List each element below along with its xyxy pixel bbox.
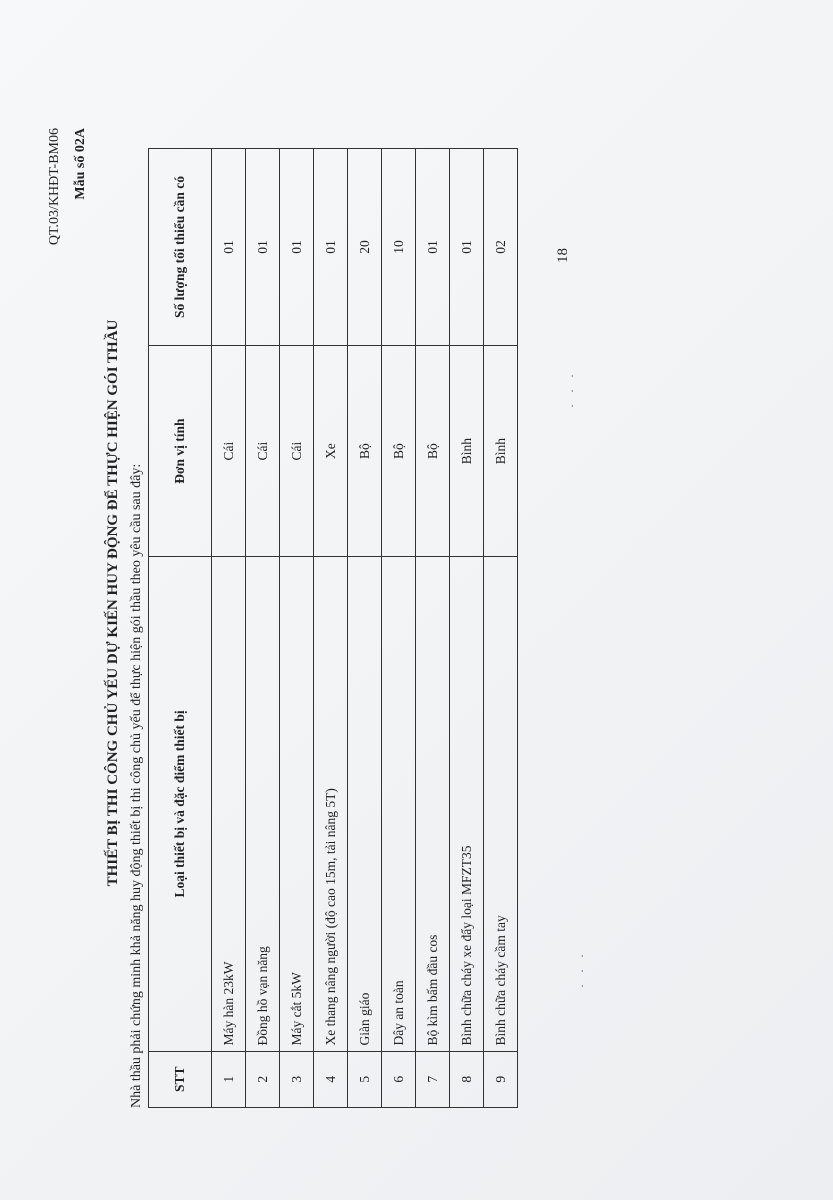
- cell-unit: Cái: [246, 345, 280, 556]
- cell-unit: Bình: [484, 345, 518, 556]
- cell-stt: 3: [280, 1051, 314, 1107]
- cell-qty: 01: [450, 149, 484, 346]
- table-row: [280, 149, 314, 1108]
- page-number: 18: [555, 248, 571, 263]
- cell-name: Bình chữa cháy cầm tay: [484, 557, 518, 1051]
- cell-qty: 01: [212, 149, 246, 346]
- cell-name: Đồng hồ vạn năng: [246, 557, 280, 1051]
- document-subtitle: Nhà thầu phải chứng minh khả năng huy động thiết bị thi công chủ yếu để thực hiện gói thầu theo yêu cầu sau đây:: [129, 463, 144, 1108]
- cell-name: Máy hàn 23kW: [212, 557, 246, 1051]
- table-row: [450, 149, 484, 1108]
- table-row: [212, 149, 246, 1108]
- cell-unit: Bình: [450, 345, 484, 556]
- document-title: THIẾT BỊ THI CÔNG CHỦ YẾU DỰ KIẾN HUY ĐỘNG ĐỂ THỰC HIỆN GÓI THẦU: [105, 319, 121, 887]
- table-row: [348, 149, 382, 1108]
- cell-unit: Xe: [314, 345, 348, 556]
- cell-stt: 1: [212, 1051, 246, 1107]
- cell-name: Bình chữa cháy xe đẩy loại MFZT35: [450, 557, 484, 1051]
- cell-stt: 4: [314, 1051, 348, 1107]
- cell-unit: Bộ: [416, 345, 450, 556]
- cell-name: Máy cắt 5kW: [280, 557, 314, 1051]
- header-unit: Đơn vị tính: [149, 345, 212, 556]
- table-row: [416, 149, 450, 1108]
- cell-qty: 01: [280, 149, 314, 346]
- cell-qty: 20: [348, 149, 382, 346]
- form-number: Mẫu số 02A: [73, 128, 88, 200]
- cell-unit: Cái: [212, 345, 246, 556]
- table-row: [246, 149, 280, 1108]
- cell-name: Xe thang nâng người (độ cao 15m, tải nâng 5T): [314, 557, 348, 1051]
- cell-stt: 7: [416, 1051, 450, 1107]
- scan-speck-marks: · · ·: [575, 950, 589, 988]
- cell-qty: 01: [416, 149, 450, 346]
- equipment-table: [148, 148, 518, 1108]
- table-header-row: [149, 149, 212, 1108]
- form-code: QT.03/KHĐT-BM06: [47, 128, 62, 246]
- header-stt: STT: [149, 1051, 212, 1107]
- rotated-content: [45, 98, 605, 1108]
- cell-unit: Bộ: [348, 345, 382, 556]
- table-row: [484, 149, 518, 1108]
- cell-qty: 01: [314, 149, 348, 346]
- cell-qty: 01: [246, 149, 280, 346]
- cell-qty: 02: [484, 149, 518, 346]
- cell-unit: Bộ: [382, 345, 416, 556]
- scan-speck-marks: · · ·: [565, 370, 579, 408]
- cell-name: Giàn giáo: [348, 557, 382, 1051]
- header-qty: Số lượng tối thiểu cần có: [149, 149, 212, 346]
- cell-stt: 6: [382, 1051, 416, 1107]
- header-name: Loại thiết bị và đặc điểm thiết bị: [149, 557, 212, 1051]
- cell-stt: 9: [484, 1051, 518, 1107]
- cell-name: Dây an toàn: [382, 557, 416, 1051]
- cell-name: Bộ kìm bấm đầu cos: [416, 557, 450, 1051]
- table-row: [314, 149, 348, 1108]
- table-row: [382, 149, 416, 1108]
- cell-stt: 5: [348, 1051, 382, 1107]
- cell-unit: Cái: [280, 345, 314, 556]
- cell-stt: 8: [450, 1051, 484, 1107]
- cell-qty: 10: [382, 149, 416, 346]
- cell-stt: 2: [246, 1051, 280, 1107]
